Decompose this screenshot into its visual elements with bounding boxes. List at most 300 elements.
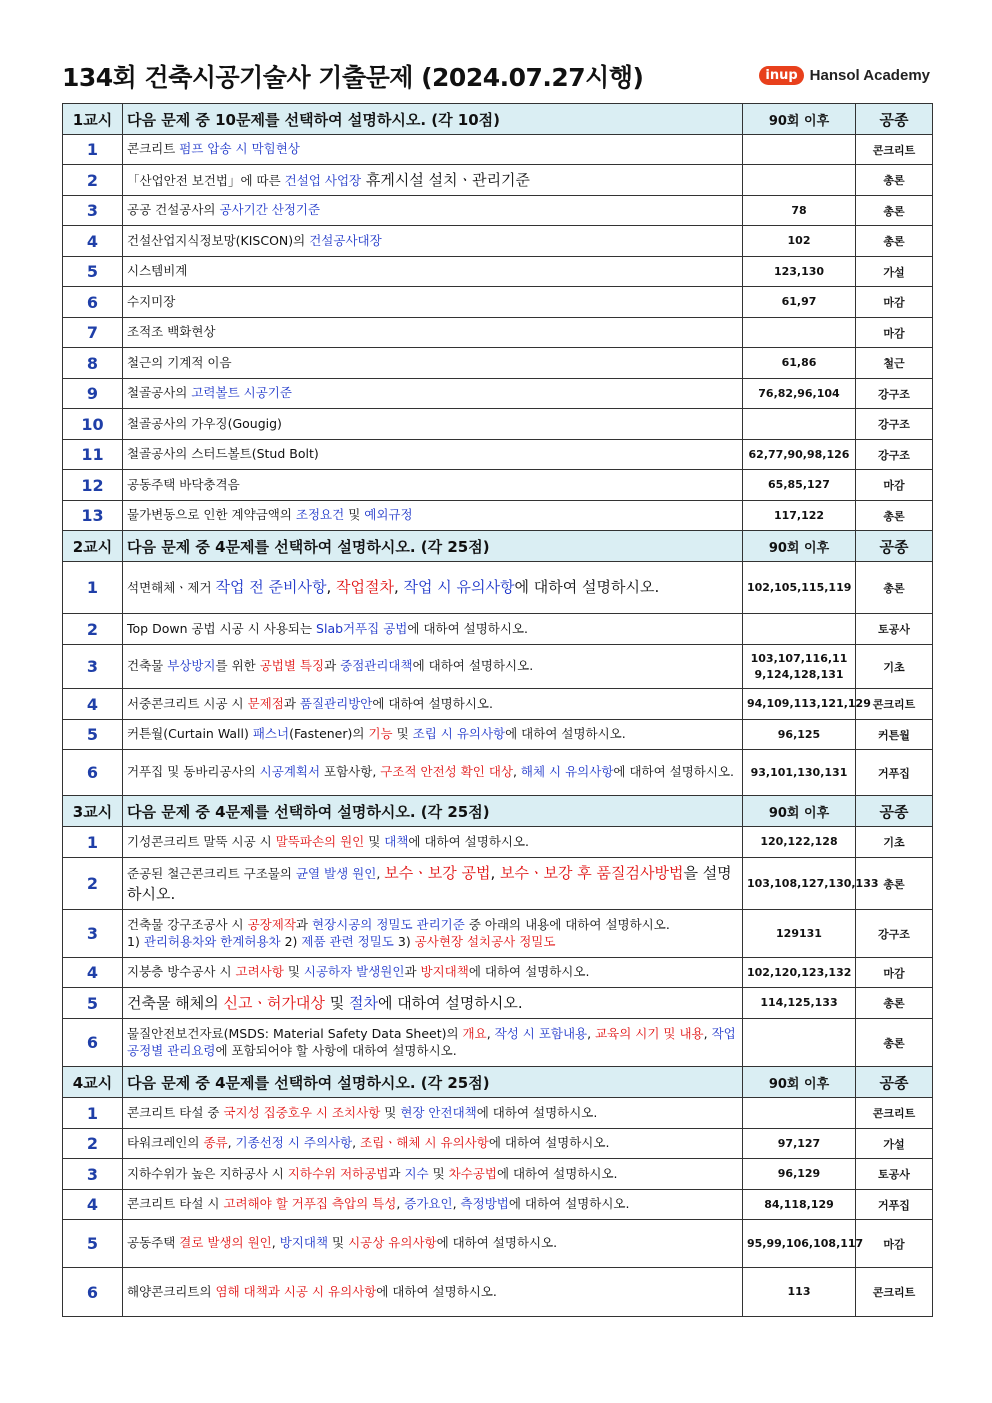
question-text-segment: 및 <box>380 1104 401 1120</box>
question-ref-rounds: 96,125 <box>743 720 856 750</box>
question-number: 6 <box>63 287 123 318</box>
question-category: 마감 <box>856 318 933 348</box>
question-text-segment: 종류 <box>203 1135 228 1151</box>
page-header <box>62 58 932 98</box>
question-text-segment: 현장 안전대책 <box>400 1104 477 1120</box>
question-text <box>123 750 743 796</box>
question-text <box>123 196 743 226</box>
question-number: 6 <box>63 1019 123 1067</box>
question-row <box>63 135 933 165</box>
question-category: 철근 <box>856 348 933 379</box>
question-text-segment: 과 <box>295 916 312 932</box>
question-text-segment: 에 대하여 설명하시오. <box>407 620 528 636</box>
question-row <box>63 1129 933 1159</box>
question-text-segment: 석면해체ㆍ제거 <box>127 580 216 596</box>
question-category: 토공사 <box>856 1159 933 1190</box>
question-text <box>123 409 743 440</box>
question-category: 총론 <box>856 501 933 531</box>
question-ref-rounds: 102,120,123,132 <box>743 958 856 988</box>
question-number: 3 <box>63 196 123 226</box>
section-instruction: 다음 문제 중 10문제를 선택하여 설명하시오. (각 10점) <box>123 104 743 135</box>
question-number: 2 <box>63 614 123 645</box>
question-text <box>123 470 743 501</box>
question-ref-rounds <box>743 135 856 165</box>
question-text-segment: 에 대하여 설명하시오. <box>408 833 530 849</box>
question-ref-rounds: 103,107,116,119,124,128,131 <box>743 645 856 689</box>
question-text-segment: 교육의 시기 및 내용 <box>595 1025 704 1041</box>
question-text-segment: 및 <box>328 1235 349 1251</box>
question-text <box>123 910 743 958</box>
question-category: 토공사 <box>856 614 933 645</box>
question-text-segment: 공법별 특징 <box>259 658 325 674</box>
question-ref-rounds: 129131 <box>743 910 856 958</box>
question-number: 1 <box>63 135 123 165</box>
question-row <box>63 645 933 689</box>
question-row <box>63 858 933 910</box>
question-text-segment: 공동주택 바닥충격음 <box>127 476 240 492</box>
question-row <box>63 196 933 226</box>
question-text-segment: 철골공사의 가우징(Gougig) <box>127 415 282 431</box>
question-category: 콘크리트 <box>856 689 933 720</box>
question-text <box>123 988 743 1019</box>
question-text <box>123 318 743 348</box>
question-text-segment: 3) <box>393 933 415 949</box>
question-text-segment: , <box>587 1025 596 1041</box>
question-text-segment: 작성 시 포함내용 <box>494 1025 588 1041</box>
question-ref-rounds: 76,82,96,104 <box>743 379 856 409</box>
question-category: 콘크리트 <box>856 1098 933 1129</box>
question-ref-rounds: 117,122 <box>743 501 856 531</box>
question-text-segment: , <box>396 1196 405 1212</box>
col-after-header: 90회 이후 <box>743 104 856 135</box>
question-text <box>123 1159 743 1190</box>
question-text-segment: 에 대하여 설명하시오. <box>496 1165 618 1181</box>
question-text-segment: 결로 발생의 원인 <box>179 1235 272 1251</box>
question-number: 4 <box>63 689 123 720</box>
question-row <box>63 562 933 614</box>
question-text-segment: 에 대하여 설명하시오. <box>412 658 534 674</box>
section-header <box>63 1067 933 1098</box>
question-ref-rounds: 97,127 <box>743 1129 856 1159</box>
col-type-header: 공종 <box>856 531 933 562</box>
question-row <box>63 379 933 409</box>
question-text <box>123 1098 743 1129</box>
question-ref-rounds: 62,77,90,98,126 <box>743 440 856 470</box>
question-row <box>63 910 933 958</box>
question-ref-rounds: 94,109,113,121,129 <box>743 689 856 720</box>
question-text-segment: 기성콘크리트 말뚝 시공 시 <box>127 833 276 849</box>
question-text <box>123 135 743 165</box>
section-label: 3교시 <box>63 796 123 827</box>
question-text-segment: 해체 시 유의사항 <box>520 764 614 780</box>
question-text-segment: 부상방지 <box>167 658 216 674</box>
question-text <box>123 257 743 287</box>
question-text-segment: , <box>512 764 521 780</box>
question-text-segment: 커튼월(Curtain Wall) <box>127 726 253 742</box>
question-number: 6 <box>63 1268 123 1317</box>
question-text-segment: 에 대하여 설명하시오. <box>468 964 590 980</box>
question-text <box>123 501 743 531</box>
question-row <box>63 318 933 348</box>
question-text-segment: 에 대하여 설명하시오. <box>476 1104 598 1120</box>
question-row <box>63 409 933 440</box>
question-text-segment: 철골공사의 <box>127 385 192 401</box>
question-category: 총론 <box>856 1019 933 1067</box>
question-row <box>63 165 933 196</box>
question-text-segment: , <box>271 1235 280 1251</box>
question-text-segment: 에 대하여 설명하시오. <box>505 726 626 742</box>
question-row <box>63 287 933 318</box>
question-row <box>63 257 933 287</box>
question-text-segment: 수지미장 <box>127 293 176 309</box>
question-text <box>123 379 743 409</box>
question-text-segment: 물가변동으로 인한 계약금액의 <box>127 507 296 523</box>
question-text-segment: 건설업 사업장 <box>284 172 362 188</box>
question-text-segment: 에 대하여 설명하시오. <box>377 993 523 1012</box>
question-text-segment: 과 <box>283 695 300 711</box>
question-text <box>123 440 743 470</box>
section-header <box>63 796 933 827</box>
question-number: 10 <box>63 409 123 440</box>
question-row <box>63 1159 933 1190</box>
question-number: 11 <box>63 440 123 470</box>
col-after-header: 90회 이후 <box>743 531 856 562</box>
question-text-segment: 에 대하여 설명하시오. <box>508 1196 630 1212</box>
question-text-segment: 구조적 안전성 확인 대상 <box>380 764 513 780</box>
question-text-segment: 방지대책 <box>420 964 469 980</box>
question-row <box>63 988 933 1019</box>
question-ref-rounds <box>743 318 856 348</box>
question-text-segment: 조립 시 유의사항 <box>412 726 506 742</box>
question-category: 강구조 <box>856 409 933 440</box>
question-text-segment: 공사현장 설치공사 정밀도 <box>414 933 556 949</box>
question-ref-rounds: 61,97 <box>743 287 856 318</box>
question-text-segment: 국지성 집중호우 시 조치사항 <box>223 1104 381 1120</box>
question-row <box>63 226 933 257</box>
question-row <box>63 1019 933 1067</box>
question-text-segment: 에 대하여 설명하시오. <box>488 1135 610 1151</box>
question-number: 13 <box>63 501 123 531</box>
question-text-segment: 에 포함되어야 할 사항에 대하여 설명하시오. <box>215 1042 457 1058</box>
question-category: 강구조 <box>856 379 933 409</box>
question-text-segment: (Fastener)의 <box>289 726 369 742</box>
question-number: 4 <box>63 226 123 257</box>
question-ref-rounds: 84,118,129 <box>743 1190 856 1220</box>
question-category: 강구조 <box>856 910 933 958</box>
question-text <box>123 614 743 645</box>
question-text-segment: 시스템비계 <box>127 263 188 279</box>
question-text-segment: 말뚝파손의 원인 <box>275 833 365 849</box>
question-row <box>63 1220 933 1268</box>
question-number: 4 <box>63 958 123 988</box>
question-row <box>63 689 933 720</box>
question-category: 콘크리트 <box>856 1268 933 1317</box>
question-text-segment: 에 대하여 설명하시오. <box>514 578 660 597</box>
question-text-segment: 시공상 유의사항 <box>348 1235 437 1251</box>
question-category: 총론 <box>856 226 933 257</box>
question-text-segment: 콘크리트 <box>127 141 180 157</box>
question-text-segment: 조립ㆍ해체 시 유의사항 <box>360 1135 489 1151</box>
question-text-segment: 철골공사의 스터드볼트(Stud Bolt) <box>127 446 319 462</box>
section-instruction: 다음 문제 중 4문제를 선택하여 설명하시오. (각 25점) <box>123 531 743 562</box>
question-category: 가설 <box>856 257 933 287</box>
question-category: 총론 <box>856 196 933 226</box>
question-text-segment: 과 <box>324 658 341 674</box>
question-text-segment: 고력볼트 시공기준 <box>191 385 292 401</box>
question-ref-rounds: 114,125,133 <box>743 988 856 1019</box>
question-text-segment: 개요 <box>462 1025 487 1041</box>
question-text-segment: 지하수위 저하공법 <box>287 1165 389 1181</box>
question-text-segment: 작업 전 준비사항 <box>215 578 327 597</box>
question-text-segment: 해양콘크리트의 <box>127 1283 216 1299</box>
question-row <box>63 348 933 379</box>
question-text-segment: 제품 관련 정밀도 <box>301 933 394 949</box>
question-text <box>123 1220 743 1268</box>
question-text-segment: 염해 대책과 시공 시 유의사항 <box>215 1283 377 1299</box>
question-text-segment: , <box>393 578 404 597</box>
col-after-header: 90회 이후 <box>743 1067 856 1098</box>
question-text-segment: 공장제작 <box>247 916 296 932</box>
question-text-segment: 에 대하여 설명하시오. <box>376 1283 497 1299</box>
question-text <box>123 858 743 910</box>
question-ref-rounds: 102,105,115,119 <box>743 562 856 614</box>
question-number: 4 <box>63 1190 123 1220</box>
question-text <box>123 1190 743 1220</box>
question-number: 2 <box>63 1129 123 1159</box>
question-text-segment: , <box>490 864 501 883</box>
question-row <box>63 1190 933 1220</box>
question-row <box>63 827 933 858</box>
question-text-segment: , <box>703 1025 712 1041</box>
question-text-segment: 공사기간 산정기준 <box>219 202 321 218</box>
col-after-header: 90회 이후 <box>743 796 856 827</box>
question-number: 5 <box>63 257 123 287</box>
question-category: 총론 <box>856 562 933 614</box>
question-text <box>123 226 743 257</box>
question-text-segment: 2) <box>280 933 302 949</box>
question-ref-rounds: 61,86 <box>743 348 856 379</box>
question-category: 마감 <box>856 1220 933 1268</box>
question-ref-rounds <box>743 1098 856 1129</box>
question-ref-rounds: 123,130 <box>743 257 856 287</box>
question-text-segment: 휴게시설 설치ㆍ관리기준 <box>361 170 531 189</box>
question-text-segment: 서중콘크리트 시공 시 <box>127 695 248 711</box>
question-text-segment: 건축물 해체의 <box>127 993 224 1012</box>
question-category: 마감 <box>856 958 933 988</box>
question-category: 마감 <box>856 470 933 501</box>
brand-name: Hansol Academy <box>809 67 930 84</box>
question-text-segment: Slab거푸집 공법 <box>316 620 408 636</box>
question-text-segment: 조적조 백화현상 <box>127 324 216 340</box>
question-text-segment: 지수 <box>404 1165 429 1181</box>
question-row <box>63 1098 933 1129</box>
question-text-segment: 및 <box>392 726 413 742</box>
question-text-segment: 를 위한 <box>215 658 260 674</box>
question-text-segment: 을 설명하시오. <box>127 864 732 903</box>
question-row <box>63 440 933 470</box>
question-text-segment: 콘크리트 타설 시 <box>127 1196 224 1212</box>
question-text-segment: 준공된 철근콘크리트 구조물의 <box>127 866 296 882</box>
question-text-segment: 포함사항, <box>320 764 381 780</box>
question-number: 2 <box>63 165 123 196</box>
question-text-segment: 방지대책 <box>279 1235 329 1251</box>
question-text-segment: 에 대하여 설명하시오. <box>613 764 735 780</box>
question-text-segment: 현장시공의 정밀도 관리기준 <box>311 916 465 932</box>
question-text-segment: 지하수위가 높은 지하공사 시 <box>127 1165 288 1181</box>
question-text-segment: 철근의 기계적 이음 <box>127 354 232 370</box>
question-text-segment: 막힘현상 <box>247 141 300 157</box>
question-text-segment: 측정방법 <box>460 1196 509 1212</box>
question-row <box>63 720 933 750</box>
question-text <box>123 562 743 614</box>
brand-logo: inup <box>759 66 803 85</box>
question-text-segment: 지붕층 방수공사 시 <box>127 964 236 980</box>
question-text-segment: 과 <box>404 964 421 980</box>
question-text-segment: 차수공법 <box>448 1165 497 1181</box>
question-number: 9 <box>63 379 123 409</box>
question-text <box>123 645 743 689</box>
question-text-segment: , <box>486 1025 495 1041</box>
question-number: 1 <box>63 562 123 614</box>
question-row <box>63 501 933 531</box>
question-text-segment: 보수ㆍ보강 공법 <box>384 864 491 883</box>
question-text <box>123 1129 743 1159</box>
question-text-segment: 절차 <box>348 993 378 1012</box>
question-text-segment: 및 <box>324 993 349 1012</box>
question-ref-rounds: 96,129 <box>743 1159 856 1190</box>
question-text-segment: 중점관리대책 <box>340 658 413 674</box>
question-text-segment: 건설산업지식정보망(KISCON)의 <box>127 232 310 248</box>
question-text-segment: 과 <box>388 1165 405 1181</box>
question-text-segment: 신고ㆍ허가대상 <box>223 993 325 1012</box>
question-ref-rounds: 93,101,130,131 <box>743 750 856 796</box>
question-number: 1 <box>63 1098 123 1129</box>
question-number: 5 <box>63 1220 123 1268</box>
question-category: 거푸집 <box>856 1190 933 1220</box>
question-number: 5 <box>63 988 123 1019</box>
question-text-segment: 예외규정 <box>364 507 413 523</box>
question-number: 3 <box>63 1159 123 1190</box>
question-text-segment: , <box>227 1135 236 1151</box>
section-label: 1교시 <box>63 104 123 135</box>
question-text-segment: 기능 <box>368 726 393 742</box>
question-ref-rounds <box>743 614 856 645</box>
question-text-segment: , <box>376 866 385 882</box>
question-text-segment: 「산업안전 보건법」에 따른 <box>127 172 285 188</box>
question-text-segment: 보수ㆍ보강 후 품질검사방법 <box>500 864 684 883</box>
question-text-segment: 기종선정 시 주의사항 <box>235 1135 353 1151</box>
brand <box>759 66 930 85</box>
question-number: 7 <box>63 318 123 348</box>
exam-table <box>62 103 933 1317</box>
question-row <box>63 470 933 501</box>
col-type-header: 공종 <box>856 796 933 827</box>
question-ref-rounds: 65,85,127 <box>743 470 856 501</box>
question-number: 1 <box>63 827 123 858</box>
section-label: 4교시 <box>63 1067 123 1098</box>
question-text-segment: , <box>452 1196 461 1212</box>
question-text-segment: , <box>352 1135 361 1151</box>
question-category: 가설 <box>856 1129 933 1159</box>
question-text-segment: 1) <box>127 933 144 949</box>
question-text-segment: 공공 건설공사의 <box>127 202 220 218</box>
question-text-segment: 시공계획서 <box>259 764 321 780</box>
question-text-segment: 건설공사대장 <box>309 232 382 248</box>
col-type-header: 공종 <box>856 104 933 135</box>
section-label: 2교시 <box>63 531 123 562</box>
question-number: 3 <box>63 645 123 689</box>
question-text-segment: 타워크레인의 <box>127 1135 204 1151</box>
question-ref-rounds: 102 <box>743 226 856 257</box>
question-text-segment: 품질관리방안 <box>299 695 373 711</box>
question-text-segment: 에 대하여 설명하시오. <box>372 695 493 711</box>
question-number: 2 <box>63 858 123 910</box>
question-text <box>123 720 743 750</box>
question-ref-rounds: 120,122,128 <box>743 827 856 858</box>
question-text-segment: 및 <box>283 964 304 980</box>
question-row <box>63 1268 933 1317</box>
question-category: 기초 <box>856 827 933 858</box>
question-category: 총론 <box>856 988 933 1019</box>
question-category: 거푸집 <box>856 750 933 796</box>
question-ref-rounds <box>743 165 856 196</box>
question-category: 강구조 <box>856 440 933 470</box>
question-text <box>123 287 743 318</box>
question-text-segment: 건축물 <box>127 658 168 674</box>
question-ref-rounds: 103,108,127,130,133 <box>743 858 856 910</box>
question-row <box>63 614 933 645</box>
question-text-segment: 문제점 <box>247 695 284 711</box>
question-text <box>123 958 743 988</box>
question-text-segment: 및 <box>344 507 365 523</box>
question-category: 총론 <box>856 165 933 196</box>
question-ref-rounds <box>743 1019 856 1067</box>
question-ref-rounds <box>743 409 856 440</box>
question-text-segment: 작업공정별 관리요령 <box>127 1025 736 1058</box>
question-number: 12 <box>63 470 123 501</box>
question-ref-rounds: 78 <box>743 196 856 226</box>
question-text-segment: Top Down 공법 시공 시 사용되는 <box>127 620 317 636</box>
question-text-segment: , <box>326 578 337 597</box>
question-text-segment: 대책 <box>384 833 409 849</box>
question-text <box>123 1268 743 1317</box>
question-text-segment: 증가요인 <box>404 1196 453 1212</box>
question-number: 6 <box>63 750 123 796</box>
question-text-segment: 시공하자 발생원인 <box>303 964 405 980</box>
question-category: 콘크리트 <box>856 135 933 165</box>
question-number: 5 <box>63 720 123 750</box>
question-text-segment: 균열 발생 원인 <box>295 866 377 882</box>
section-instruction: 다음 문제 중 4문제를 선택하여 설명하시오. (각 25점) <box>123 796 743 827</box>
question-text-segment: 관리허용차와 한계허용차 <box>143 933 281 949</box>
question-number: 3 <box>63 910 123 958</box>
question-ref-rounds: 95,99,106,108,117 <box>743 1220 856 1268</box>
question-text-segment: 패스너 <box>252 726 290 742</box>
question-ref-rounds: 113 <box>743 1268 856 1317</box>
question-row <box>63 750 933 796</box>
question-row <box>63 958 933 988</box>
question-text-segment: 및 <box>364 833 385 849</box>
page-title: 134회 건축시공기술사 기출문제 (2024.07.27시행) <box>62 63 644 92</box>
question-text <box>123 165 743 196</box>
section-header <box>63 104 933 135</box>
question-text-segment: 펌프 압송 시 <box>179 141 248 157</box>
question-text-segment: 물질안전보건자료(MSDS: Material Safety Data Sheet)의 <box>127 1025 463 1041</box>
question-category: 총론 <box>856 858 933 910</box>
question-text <box>123 689 743 720</box>
question-text-segment: 에 대하여 설명하시오. <box>436 1235 558 1251</box>
section-header <box>63 531 933 562</box>
